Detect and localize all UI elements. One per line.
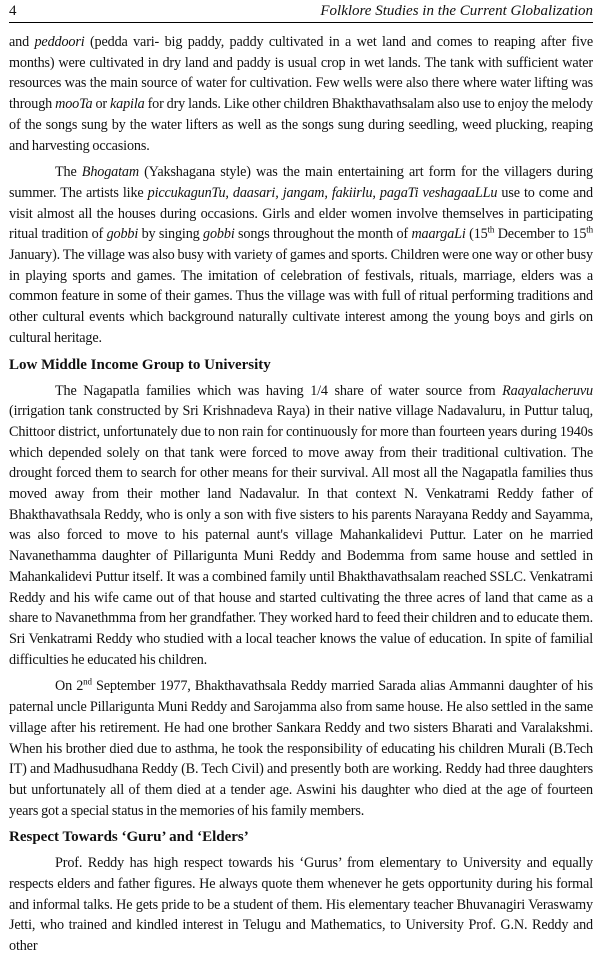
section-heading-low-middle-income: Low Middle Income Group to University (9, 356, 271, 373)
paragraph-2: The Bhogatam (Yakshagana style) was the main entertaining art form for the villagers during summer. The artists like piccukagunTu, daasari, jangam, fakiirlu, pagaTi veshagaaLLu use to come and visit almost all the houses during occasions. Girls and elder women involve themselves in participating ritual tradition of gobbi by singing gobbi songs throughout the month of maargaLi (15th December to 15th January). The village was also busy with variety of games and sports. Children were one way or other busy in playing sports and games. The imitation of celebration of festivals, rituals, marriage, elders was a common feature in some of their games. Thus the village was with full of ritual performing traditions and other cultural events which background naturally cultivate interest among the young boys and girls on cultural heritage. (9, 164, 594, 346)
paragraph-1: and peddoori (pedda vari- big paddy, paddy cultivated in a wet land and comes to reaping after five months) were cultivated in dry land and paddy is usual crop in wet lands. The tank with sufficient water resources was the main source of water for cultivation. Few wells were also there where water lifting was through mooTa or kapila for dry lands. Like other children Bhakthavathsalam also use to enjoy the melody of the songs sung by the water lifters as well as the songs sung during seedling, weed plucking, reaping and harvesting occasions. (9, 34, 593, 154)
section-heading-respect-guru: Respect Towards ‘Guru’ and ‘Elders’ (9, 829, 249, 846)
running-header (9, 3, 593, 20)
running-title: Folklore Studies in the Current Globalization (320, 3, 593, 19)
paragraph-3: The Nagapatla families which was having 1/4 share of water source from Raayalacheruvu (irrigation tank constructed by Sri Krishnadeva Raya) in their native village Nadavaluru, in Puttur taluq, Chittoor district, unfortunately due to non rain for continuously for more than fourteen years during 1940s which depended solely on that tank were forced to move away from their traditional cultivation. The drought forced them to search for other means for their survival. All most all the Nagapatla families thus moved away from their mother land Nadavalur. In that context N. Venkatrami Reddy father of Bhakthavathsala Reddy, who is only a son with five sisters to his parents Narayana Reddy and Sayamma, was also forced to move to his paternal aunt's village Mahankalidevi Puttur. Later on he married Navanethamma daughter of Pillarigunta Muni Reddy and Bodemma from same house and settled in Mahankalidevi Puttur itself. It was a combined family until Bhakthavathsalam reached SSLC. Venkatrami Reddy and his wife came out of that house and started cultivating the three acres of land that came as a share to Navanethmma from her grandfather. They worked hard to feed their children and to educate them. Sri Venkatrami Reddy who studied with a local teacher knows the value of education. In spite of familial difficulties he educated his children. (9, 382, 593, 668)
paragraph-5: Prof. Reddy has high respect towards his ‘Gurus’ from elementary to University and equally respects elders and father figures. He always quote them whenever he gets opportunity during his formal and informal talks. He gets pride to be a student of them. His elementary teacher Bhuvanagiri Veraswamy Jetti, who trained and kindled interest in Telugu and Mathematics, to University Prof. G.N. Reddy and other (9, 855, 593, 955)
paragraph-4: On 2nd September 1977, Bhakthavathsala Reddy married Sarada alias Ammanni daughter of his paternal uncle Pillarigunta Muni Reddy and Sarojamma also from same house. He also settled in the same village after his retirement. He had one brother Sankara Reddy and two sisters Bharati and Varalakshmi. When his brother died due to asthma, he took the responsibility of educating his children Murali (B.Tech IT) and Madhusudhana Reddy (B. Tech Civil) and presently both are working. Reddy had three daughters but unfortunately all of them died at a tender age. Aswini his daughter who died at the age of fourteen years got a special status in the memories of his family members. (9, 676, 593, 819)
page-number: 4 (9, 3, 17, 19)
header-rule (9, 22, 593, 23)
